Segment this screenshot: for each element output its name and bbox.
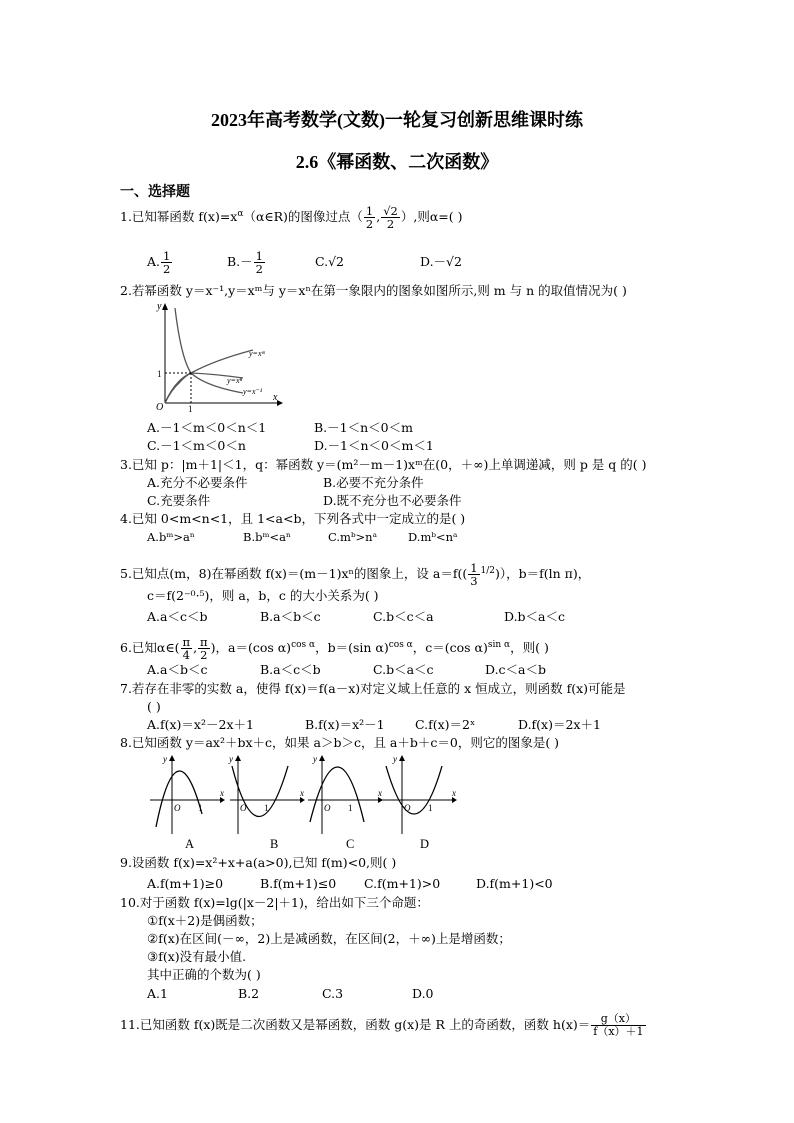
q5-option-b: B.a＜b＜c [260,609,321,624]
graph-C-origin: O [324,803,331,813]
q6-option-b: B.a＜c＜b [260,662,321,677]
q2-option-d: D.－1＜n＜0＜m＜1 [314,438,434,453]
q8-label-c: C [346,837,355,851]
question-9-stem: 9.设函数 f(x)=x²+x+a(a>0),已知 f(m)<0,则( ) [120,855,397,870]
graph-C-tick-1: 1 [348,803,353,813]
point-y-fraction: $\frac{√2}{2}$ [383,204,398,231]
graph-D-origin: O [404,803,411,813]
q10-option-c: C.3 [322,986,344,1001]
one-third-fraction: $\frac{1}{3}$ [470,561,478,588]
point-x-fraction: $\frac{1}{2}$ [365,204,374,231]
label-inverse: y=x⁻¹ [243,387,263,396]
q9-option-a: A.f(m+1)≥0 [147,876,224,891]
question-5-stem-line2: c＝f(2⁻⁰·⁵)，则 a，b，c 的大小关系为( ) [147,588,379,603]
question-8-stem: 8.已知函数 y＝ax²＋bx＋c，如果 a＞b＞c，且 a＋b＋c＝0，则它的图象是( ) [120,735,560,750]
power-function-graph [145,300,285,418]
graph-D-x-label: x [452,788,456,798]
q3-option-a: A.充分不必要条件 [147,475,248,490]
q10-item-4: 其中正确的个数为( ) [147,967,261,982]
graph-A-y-label: y [163,754,167,764]
q2-option-a: A.－1＜m＜0＜n＜1 [147,420,267,435]
q10-option-a: A.1 [147,986,168,1001]
question-10-stem: 10.对于函数 f(x)=lg(|x－2|＋1)，给出如下三个命题： [120,895,429,910]
graph-C-y-label: y [313,754,317,764]
q9-option-c: C.f(m+1)>0 [364,876,441,891]
x-tick-1: 1 [188,404,193,414]
question-5-stem: 5.已知点(m，8)在幂函数 f(x)＝(m－1)xⁿ的图象上，设 a＝f(( $\frac{1}{3}$ $^{1/2}$)），b＝f(ln π)， [120,561,591,588]
h-fraction: $\frac{g(x)}{f(x)+1}$ [593,1012,644,1038]
question-1-stem: 1.已知幂函数 $f(x)=x^\alpha(\alpha\in R)$的图像过点（ $\frac{1}{2}$ , $\frac{√2}{2}$ ）,则α=( ) [120,204,463,231]
label-n: y=xⁿ [227,376,243,385]
question-11-stem: 11.已知函数 f(x)既是二次函数又是幂函数，函数 g(x)是 R 上的奇函数，函数 h(x)＝ $\frac{g(x)}{f(x)+1}$ [120,1012,644,1038]
q10-option-b: B.2 [238,986,260,1001]
q8-label-b: B [270,837,279,851]
q6-option-a: A.a＜b＜c [147,662,208,677]
graph-B-x-label: x [300,788,304,798]
x-axis-label: x [273,392,278,403]
q8-label-a: A [185,837,195,851]
graph-D-y-arrow [399,755,405,761]
graph-B-y-label: y [229,754,233,764]
origin-label: O [156,402,164,413]
graph-D-parabola [386,766,442,814]
q8-label-d: D [420,837,430,851]
q1-option-d: D.－√2 [420,254,462,269]
label-m: y=xᵐ [249,349,265,358]
graph-D-tick-1: 1 [428,803,433,813]
q10-item-2: ②f(x)在区间(－∞，2)上是减函数，在区间(2，＋∞)上是增函数； [147,931,511,946]
question-4-stem: 4.已知 0<m<n<1，且 1<a<b，下列各式中一定成立的是( ) [120,511,466,526]
q6-option-d: D.c＜a＜b [485,662,547,677]
graph-D-y-label: y [393,754,397,764]
q3-option-c: C.充要条件 [147,493,211,508]
q9-option-b: B.f(m+1)≤0 [260,876,337,891]
q10-item-1: ①f(x＋2)是偶函数； [147,913,263,928]
q7-option-b: B.f(x)＝x²－1 [305,717,385,732]
q9-option-d: D.f(m+1)<0 [476,876,553,891]
q1-option-b: B.－ $\frac{1}{2}$ [227,249,263,276]
document-subtitle: 2.6《幂函数、二次函数》 [295,152,499,172]
q3-option-d: D.既不充分也不必要条件 [323,493,462,508]
question-2-stem: 2.若幂函数 y＝x⁻¹,y＝xᵐ与 y＝xⁿ在第一象限内的图象如图所示,则 m 与 n 的取值情况为( ) [120,283,627,298]
graph-C-parabola [310,767,364,822]
q7-option-d: D.f(x)＝2x＋1 [518,717,601,732]
q6-option-c: C.b＜a＜c [373,662,434,677]
graph-A-y-arrow [169,755,175,761]
q2-option-b: B.－1＜n＜0＜m [314,420,413,435]
q5-option-d: D.b＜a＜c [504,609,566,624]
question-6-stem: 6.已知α∈( $\frac{\pi}{4}$ , $\frac{\pi}{2}$ )，a＝(cos α)$^{cos \alpha}$，b＝(sin α)$^{cos \alpha}$，c＝(cos α)$^{sin \alpha}$，则( ) [120,635,549,662]
q5-option-c: C.b＜c＜a [373,609,434,624]
q7-option-a: A.f(x)＝x²－2x＋1 [147,717,254,732]
graph-A-tick-1: 1 [198,803,203,813]
q10-item-3: ③f(x)没有最小值. [147,949,247,964]
parabola-options-graphs [150,752,460,850]
graph-A-origin: O [174,803,181,813]
q2-option-c: C.－1＜m＜0＜n [147,438,246,453]
section-heading: 一、选择题 [120,184,190,200]
graph-B-tick-1: 1 [264,803,269,813]
q4-option-b: B.bᵐ<aⁿ [243,530,291,544]
graph-C-y-arrow [319,755,325,761]
q1-option-a: A. $\frac{1}{2}$ [147,249,171,276]
q4-option-a: A.bᵐ>aⁿ [147,530,195,544]
graph-A-x-label: x [220,788,224,798]
graph-B-origin: O [240,803,247,813]
q3-option-b: B.必要不充分条件 [323,475,424,490]
graph-B-y-arrow [235,755,241,761]
y-axis-label: y [157,301,162,312]
q4-option-c: C.mᵇ>nᵃ [328,530,378,544]
q4-option-d: D.mᵇ<nᵃ [408,530,458,544]
graph-C-x-label: x [378,788,382,798]
document-title: 2023年高考数学(文数)一轮复习创新思维课时练 [211,110,583,130]
q5-option-a: A.a＜c＜b [147,609,208,624]
q10-option-d: D.0 [412,986,434,1001]
question-7-stem: 7.若存在非零的实数 a，使得 f(x)＝f(a－x)对定义域上任意的 x 恒成立，则函数 f(x)可能是 [120,681,626,696]
q1-option-c: C.√2 [315,254,345,269]
question-7-stem-line2: ( ) [147,699,161,714]
question-3-stem: 3.已知 p：|m＋1|＜1，q：幂函数 y＝(m²－m－1)xᵐ在(0，＋∞)上单调递减，则 p 是 q 的( ) [120,457,647,472]
q7-option-c: C.f(x)＝2ˣ [415,717,476,732]
graph-A-parabola [156,771,202,827]
y-tick-1: 1 [157,369,162,379]
